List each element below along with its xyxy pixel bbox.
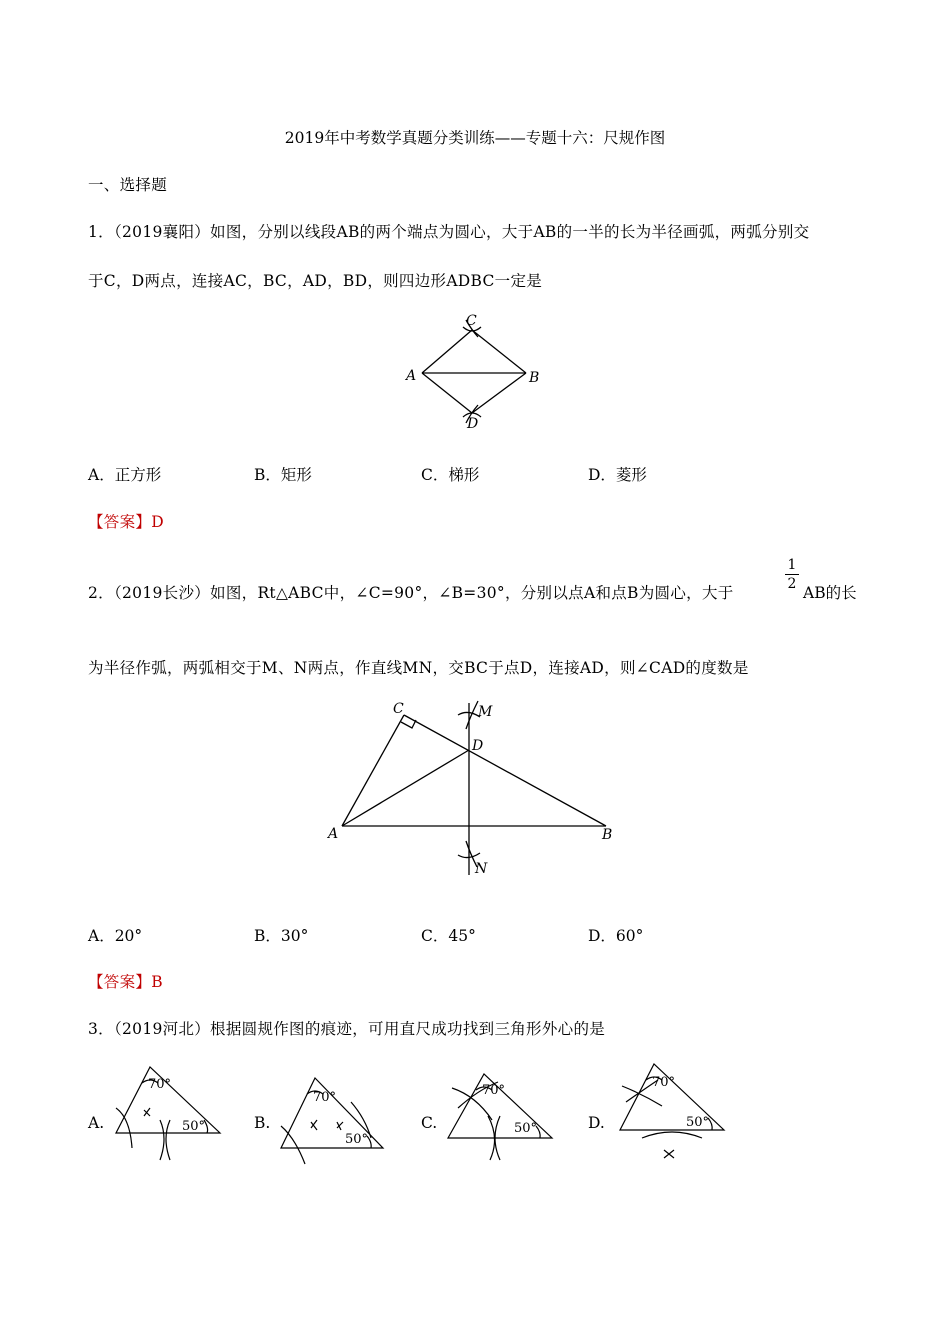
q1-answer: 【答案】D xyxy=(88,513,164,531)
q2-option-c: C．45° xyxy=(421,927,476,945)
page-title: 2019年中考数学真题分类训练——专题十六：尺规作图 xyxy=(284,129,666,147)
q2-label-d: D xyxy=(472,738,484,754)
q3-option-d-figure xyxy=(612,1058,730,1166)
q1-text-line1: 1．（2019襄阳）如图，分别以线段AB的两个端点为圆心，大于AB的一半的长为半径画弧，两弧分别交 xyxy=(88,223,810,241)
q3-text-line1: 3．（2019河北）根据圆规作图的痕迹，可用直尺成功找到三角形外心的是 xyxy=(88,1020,606,1038)
q2-label-a: A xyxy=(328,826,339,842)
q2-triangle-figure xyxy=(320,695,630,885)
q3-option-a-figure xyxy=(108,1058,228,1166)
q2-option-d: D．60° xyxy=(588,927,644,945)
q3-option-c-figure xyxy=(442,1068,557,1168)
q2-fraction xyxy=(785,556,799,593)
q2-text-line1-end: AB的长 xyxy=(803,584,857,602)
q2-label-m: M xyxy=(478,704,493,720)
q2-option-b: B．30° xyxy=(254,927,309,945)
q1-label-c: C xyxy=(466,313,477,329)
q1-label-d: D xyxy=(467,416,479,432)
q2-label-c: C xyxy=(393,701,404,717)
q3-c-angle-right: 50° xyxy=(514,1121,538,1136)
q1-option-d: D．菱形 xyxy=(588,466,647,484)
q2-text-line1: 2．（2019长沙）如图，Rt△ABC中，∠C=90°，∠B=30°，分别以点A和点B为圆心，大于 xyxy=(88,584,734,602)
q3-d-angle-right: 50° xyxy=(686,1115,710,1130)
q2-label-b: B xyxy=(602,827,613,843)
q3-a-angle-right: 50° xyxy=(182,1119,206,1134)
q1-label-a: A xyxy=(406,368,417,384)
q3-option-c-label: C. xyxy=(421,1114,438,1132)
q1-text-line2: 于C，D两点，连接AC，BC，AD，BD，则四边形ADBC一定是 xyxy=(88,272,543,290)
q1-option-a: A．正方形 xyxy=(88,466,162,484)
q2-fraction-numerator: 1 xyxy=(785,556,799,575)
q1-option-c: C．梯形 xyxy=(421,466,480,484)
q3-c-angle-top: 70° xyxy=(482,1083,506,1098)
q2-answer: 【答案】B xyxy=(88,973,163,991)
q3-option-b-label: B. xyxy=(254,1114,271,1132)
q2-fraction-denominator: 2 xyxy=(787,576,797,592)
q1-rhombus-figure xyxy=(400,305,560,435)
q1-label-b: B xyxy=(529,370,540,386)
q3-d-angle-top: 70° xyxy=(652,1075,676,1090)
q3-b-angle-right: 50° xyxy=(345,1132,369,1147)
q3-option-d-label: D. xyxy=(588,1114,605,1132)
q3-b-angle-top: 70° xyxy=(313,1090,337,1105)
q3-option-b-figure xyxy=(275,1068,390,1168)
q3-option-a-label: A. xyxy=(88,1114,105,1132)
q2-label-n: N xyxy=(475,861,488,877)
q3-a-angle-top: 70° xyxy=(148,1077,172,1092)
section-heading: 一、选择题 xyxy=(88,176,168,194)
q1-option-b: B．矩形 xyxy=(254,466,312,484)
q2-text-line2: 为半径作弧，两弧相交于M、N两点，作直线MN，交BC于点D，连接AD，则∠CAD的度数是 xyxy=(88,659,749,677)
q2-option-a: A．20° xyxy=(88,927,143,945)
